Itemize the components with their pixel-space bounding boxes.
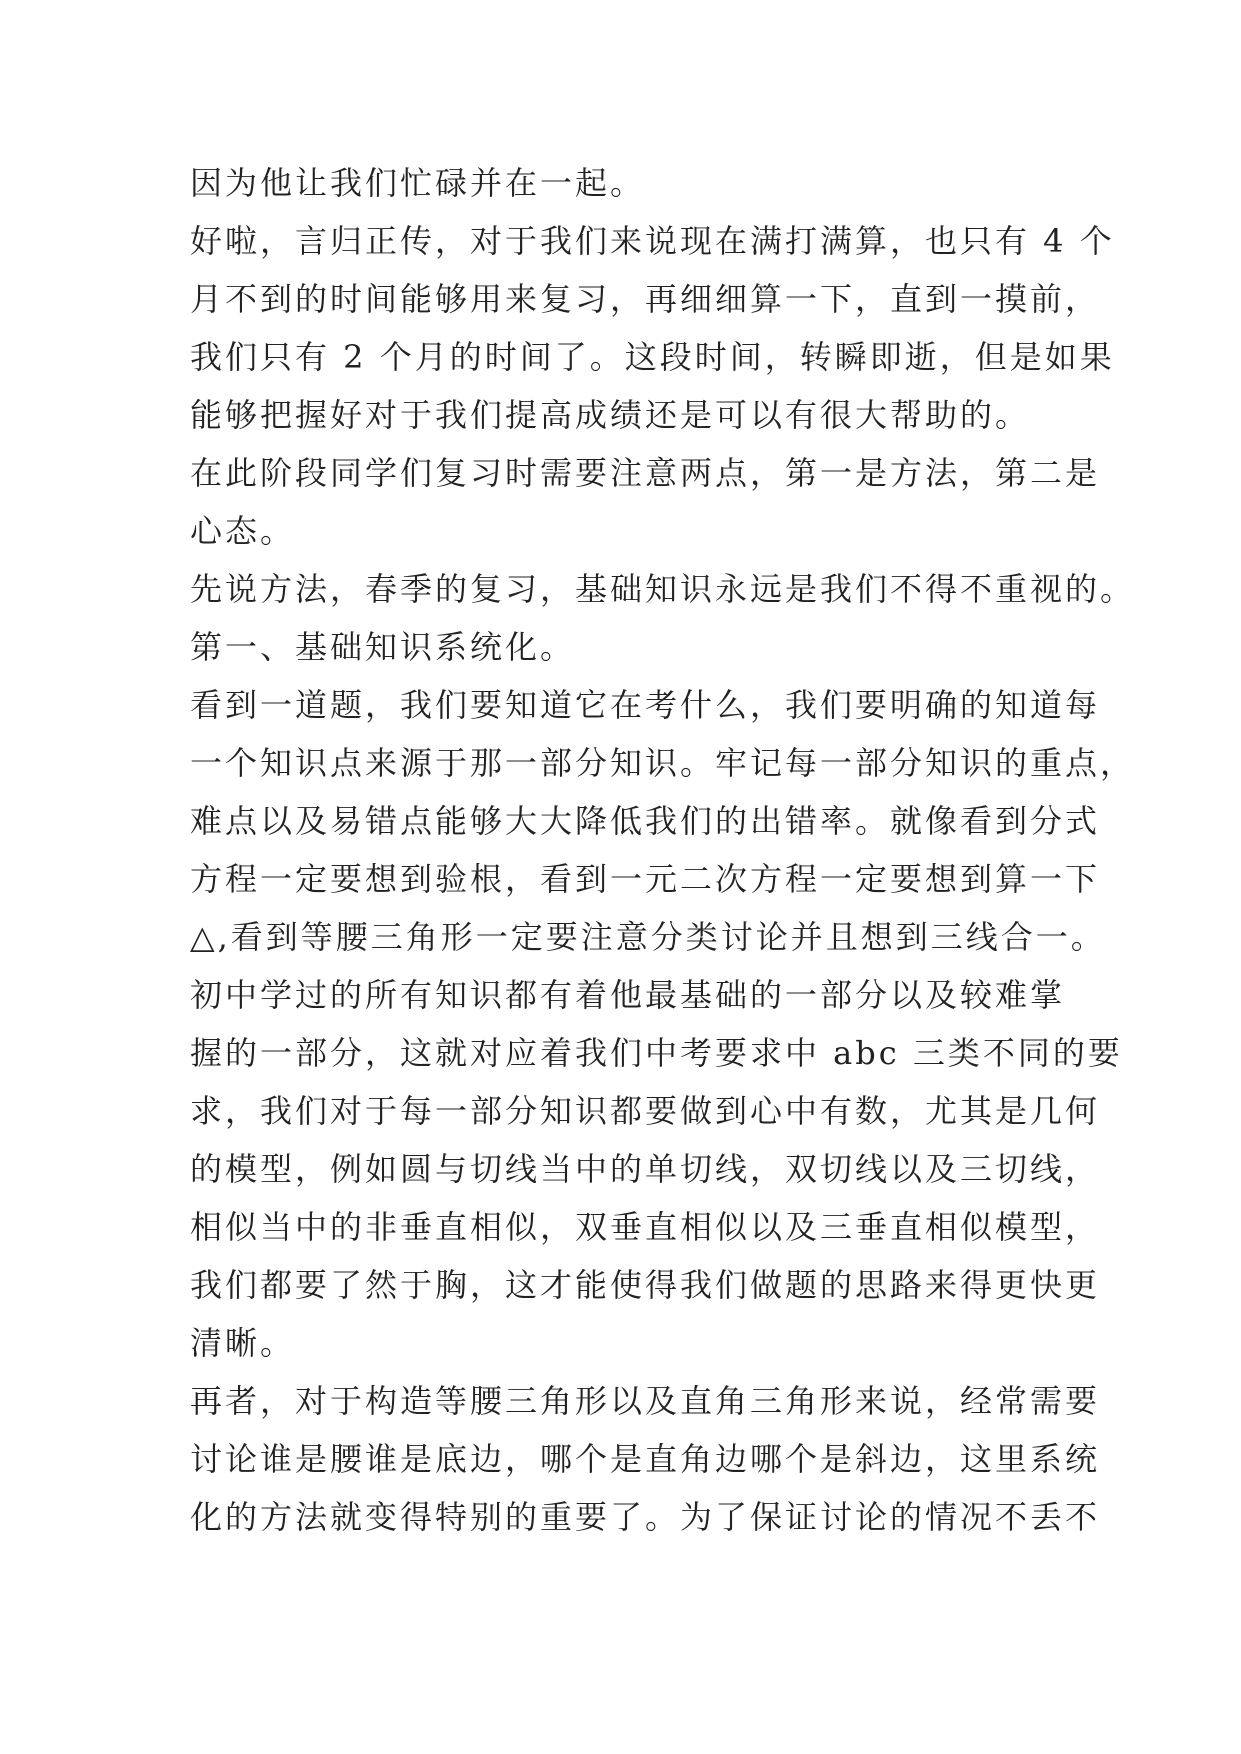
text-line: 清晰。 <box>190 1324 296 1362</box>
text-line: 第一、基础知识系统化。 <box>190 628 576 666</box>
text-line: 难点以及易错点能够大大降低我们的出错率。就像看到分式 <box>190 802 1101 840</box>
text-line: 再者，对于构造等腰三角形以及直角三角形来说，经常需要 <box>190 1382 1101 1420</box>
text-line: 在此阶段同学们复习时需要注意两点，第一是方法，第二是 <box>190 454 1101 492</box>
text-line: 我们都要了然于胸，这才能使得我们做题的思路来得更快更 <box>190 1266 1101 1304</box>
text-line: △,看到等腰三角形一定要注意分类讨论并且想到三线合一。 <box>190 918 1106 956</box>
text-line: 方程一定要想到验根，看到一元二次方程一定要想到算一下 <box>190 860 1101 898</box>
body-text <box>190 154 1136 1546</box>
text-line: 我们只有 2 个月的时间了。这段时间，转瞬即逝，但是如果 <box>190 338 1115 376</box>
text-line: 心态。 <box>190 512 296 550</box>
text-line: 看到一道题，我们要知道它在考什么，我们要明确的知道每 <box>190 686 1101 724</box>
text-line: 先说方法，春季的复习，基础知识永远是我们不得不重视的。 <box>190 570 1136 608</box>
text-line: 化的方法就变得特别的重要了。为了保证讨论的情况不丢不 <box>190 1498 1101 1536</box>
text-line: 能够把握好对于我们提高成绩还是可以有很大帮助的。 <box>190 396 1031 434</box>
text-line: 月不到的时间能够用来复习，再细细算一下，直到一摸前， <box>190 280 1101 318</box>
text-line: 讨论谁是腰谁是底边，哪个是直角边哪个是斜边，这里系统 <box>190 1440 1101 1478</box>
text-line: 好啦，言归正传，对于我们来说现在满打满算，也只有 4 个 <box>190 222 1115 260</box>
text-line: 的模型，例如圆与切线当中的单切线，双切线以及三切线， <box>190 1150 1101 1188</box>
text-line: 握的一部分，这就对应着我们中考要求中 abc 三类不同的要 <box>190 1034 1123 1072</box>
text-line: 相似当中的非垂直相似，双垂直相似以及三垂直相似模型， <box>190 1208 1101 1246</box>
text-line: 初中学过的所有知识都有着他最基础的一部分以及较难掌 <box>190 976 1066 1014</box>
text-line: 因为他让我们忙碌并在一起。 <box>190 164 646 202</box>
text-line: 一个知识点来源于那一部分知识。牢记每一部分知识的重点， <box>190 744 1136 782</box>
text-line: 求，我们对于每一部分知识都要做到心中有数，尤其是几何 <box>190 1092 1101 1130</box>
